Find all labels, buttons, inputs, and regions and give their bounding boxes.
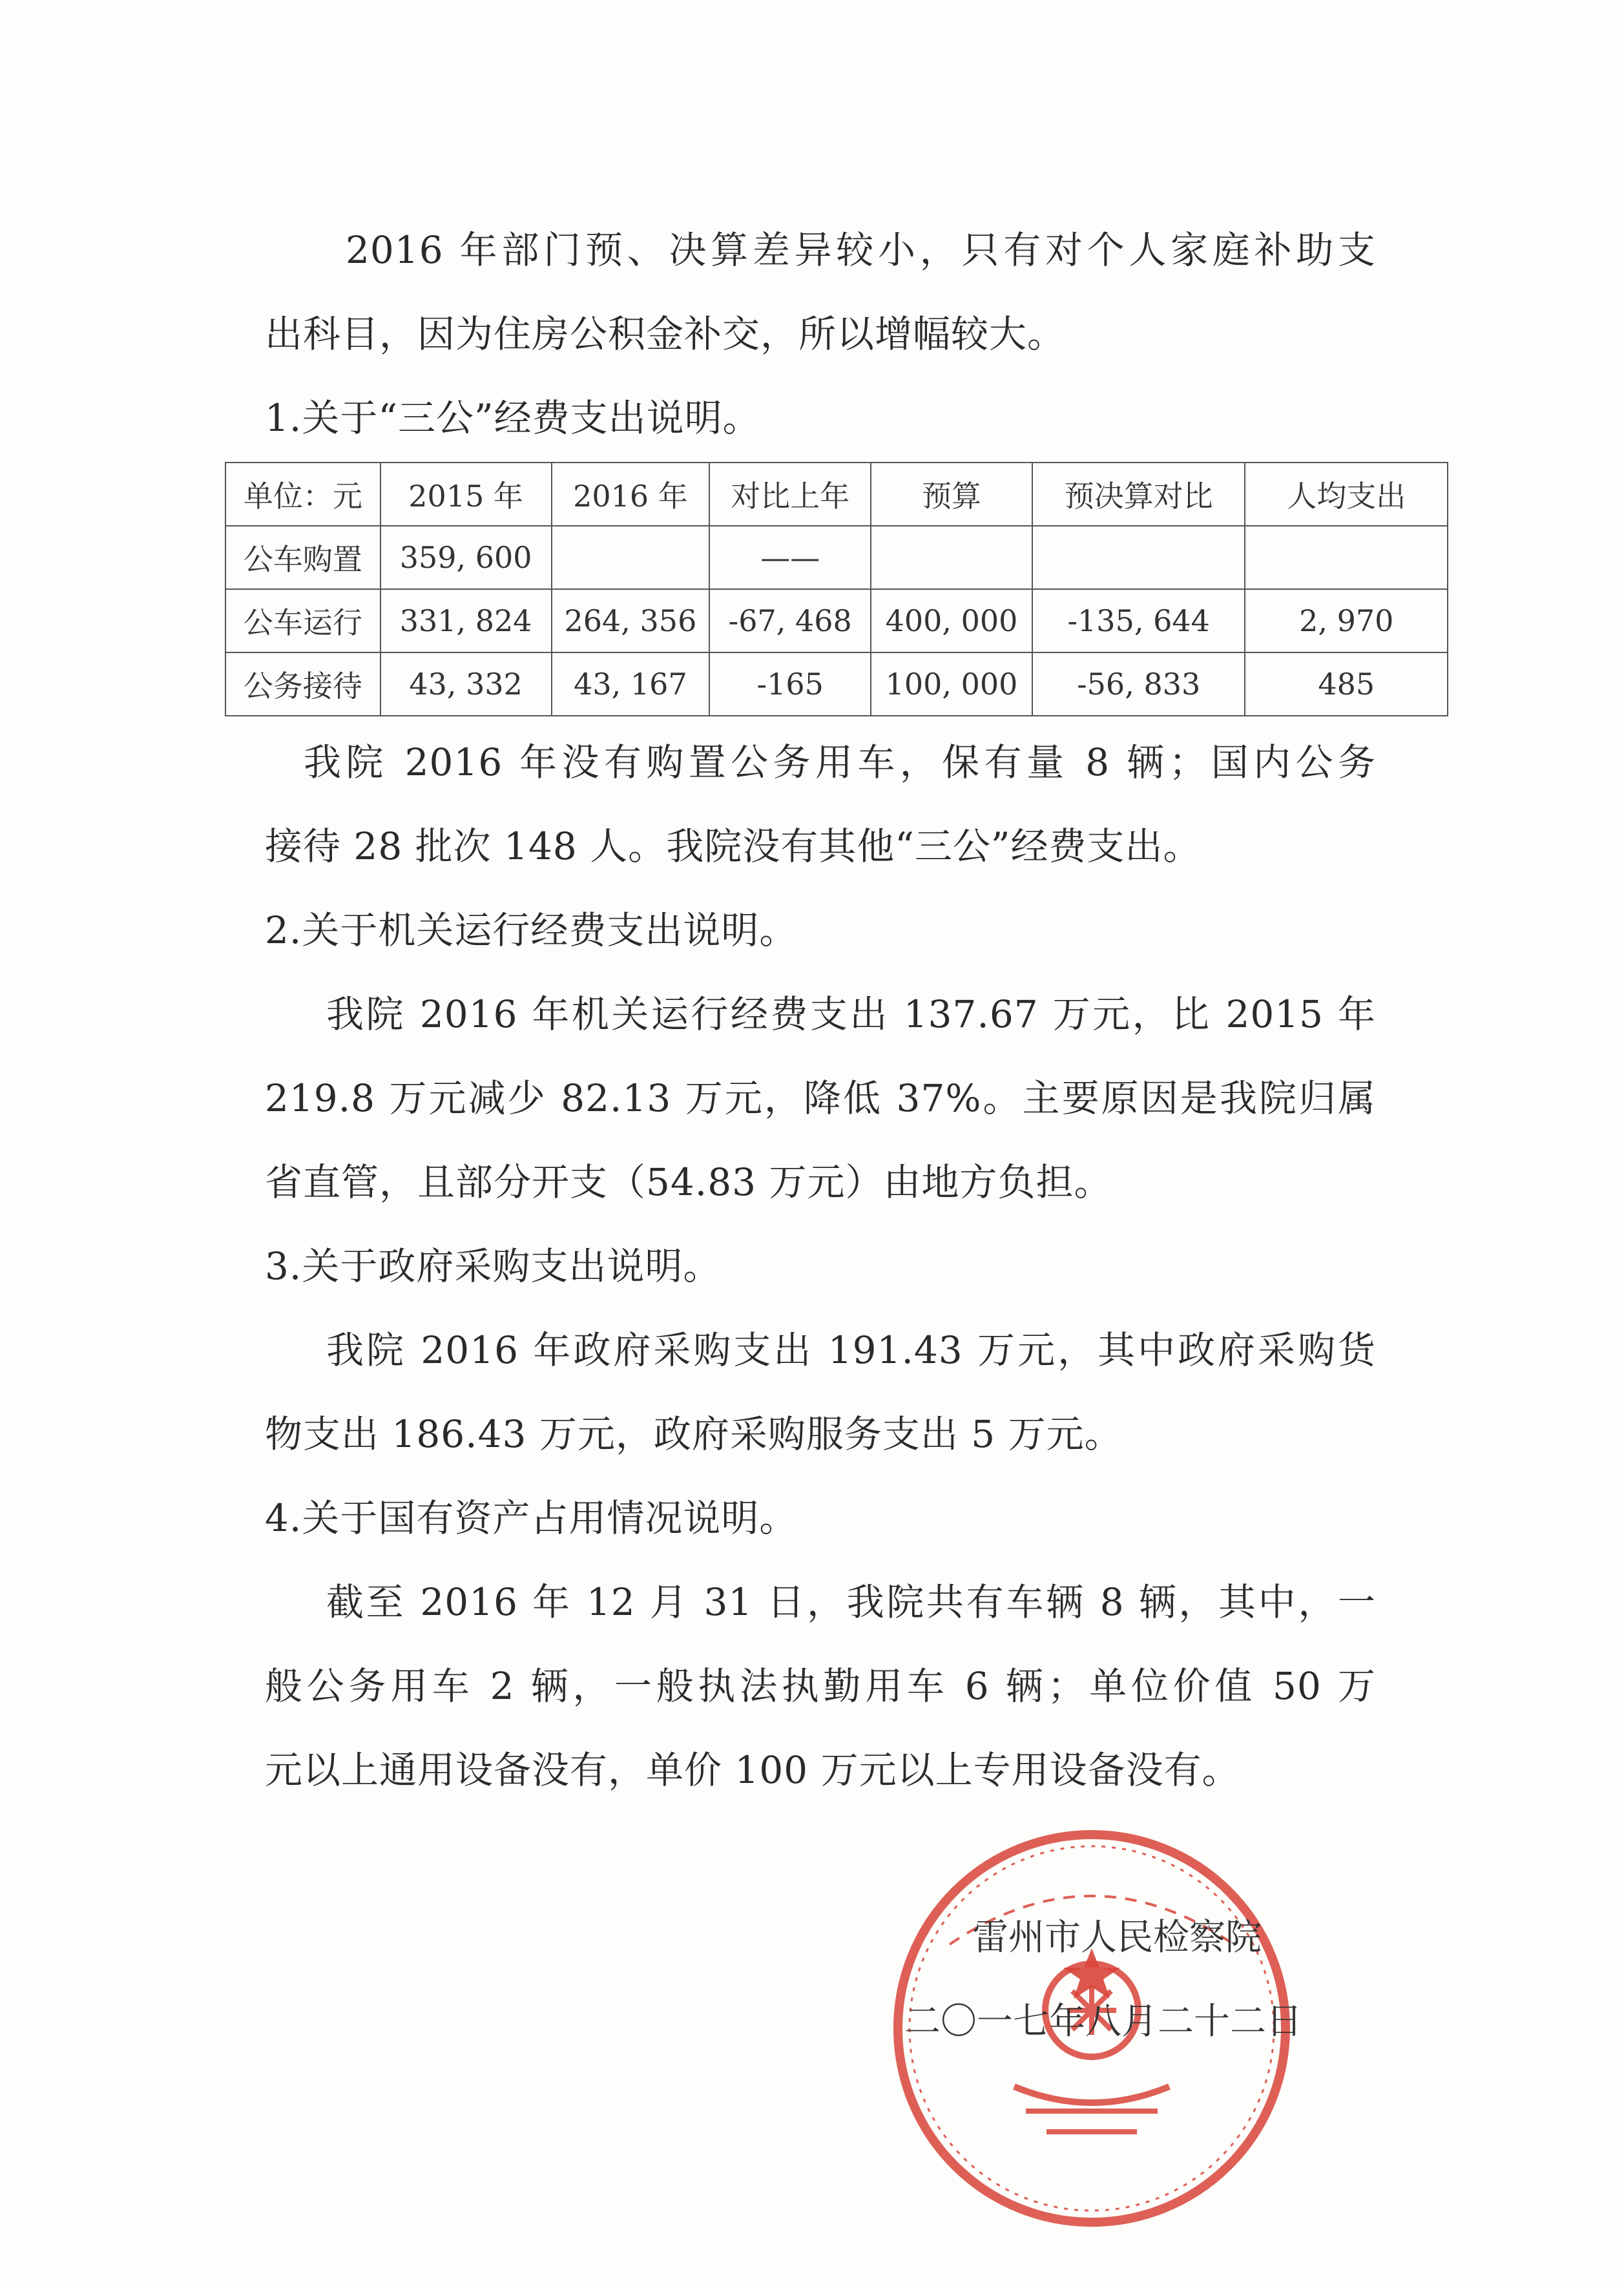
section-heading-4: 4.关于国有资产占用情况说明。 <box>265 1496 798 1540</box>
paragraph-4-line-1: 我院 2016 年政府采购支出 191.43 万元，其中政府采购货 <box>326 1328 1376 1372</box>
table-cell: 43, 332 <box>380 652 552 716</box>
paragraph-5-line-3: 元以上通用设备没有，单价 100 万元以上专用设备没有。 <box>265 1748 1240 1792</box>
table-cell: 485 <box>1245 652 1448 716</box>
table-cell <box>871 526 1032 589</box>
table-cell: 264, 356 <box>552 589 710 652</box>
signature-organization: 雷州市人民检察院 <box>972 1917 1262 1959</box>
table-cell: 331, 824 <box>380 589 552 652</box>
table-header-cell: 预算 <box>871 463 1032 526</box>
table-header-cell: 单位：元 <box>225 463 380 526</box>
table-cell: 公务接待 <box>225 652 380 716</box>
table-row <box>225 589 1448 652</box>
table-cell: -56, 833 <box>1032 652 1245 716</box>
paragraph-3-line-3: 省直管，且部分开支（54.83 万元）由地方负担。 <box>265 1160 1112 1204</box>
section-heading-3: 3.关于政府采购支出说明。 <box>265 1244 722 1288</box>
paragraph-2-line-1: 我院 2016 年没有购置公务用车，保有量 8 辆；国内公务 <box>304 740 1376 784</box>
paragraph-1-line-1: 2016 年部门预、决算差异较小，只有对个人家庭补助支 <box>346 228 1376 272</box>
paragraph-4-line-2: 物支出 186.43 万元，政府采购服务支出 5 万元。 <box>265 1412 1123 1456</box>
signature-date: 二〇一七年八月二十二日 <box>904 2001 1302 2043</box>
table-row <box>225 652 1448 716</box>
three-public-expenses-table <box>225 462 1448 716</box>
table-cell: -165 <box>709 652 871 716</box>
section-heading-1: 1.关于“三公”经费支出说明。 <box>265 396 761 440</box>
table-row <box>225 526 1448 589</box>
table-cell: -67, 468 <box>709 589 871 652</box>
paragraph-2-line-2: 接待 28 批次 148 人。我院没有其他“三公”经费支出。 <box>265 824 1202 868</box>
paragraph-1-line-2: 出科目，因为住房公积金补交，所以增幅较大。 <box>265 312 1066 356</box>
table-cell: 400, 000 <box>871 589 1032 652</box>
table-cell: 公车运行 <box>225 589 380 652</box>
table-header-cell: 人均支出 <box>1245 463 1448 526</box>
table-cell <box>1245 526 1448 589</box>
table-cell: —— <box>709 526 871 589</box>
table-cell: 43, 167 <box>552 652 710 716</box>
paragraph-5-line-1: 截至 2016 年 12 月 31 日，我院共有车辆 8 辆，其中，一 <box>326 1580 1376 1624</box>
paragraph-3-line-2: 219.8 万元减少 82.13 万元，降低 37%。主要原因是我院归属 <box>265 1076 1376 1120</box>
table-header-cell: 2016 年 <box>552 463 710 526</box>
paragraph-3-line-1: 我院 2016 年机关运行经费支出 137.67 万元，比 2015 年 <box>326 992 1376 1036</box>
table-header-row <box>225 463 1448 526</box>
section-heading-2: 2.关于机关运行经费支出说明。 <box>265 908 798 952</box>
table-cell: 100, 000 <box>871 652 1032 716</box>
table-cell <box>1032 526 1245 589</box>
table-cell: 公车购置 <box>225 526 380 589</box>
table-header-cell: 对比上年 <box>709 463 871 526</box>
table-cell: 359, 600 <box>380 526 552 589</box>
paragraph-5-line-2: 般公务用车 2 辆，一般执法执勤用车 6 辆；单位价值 50 万 <box>265 1664 1376 1708</box>
table-header-cell: 2015 年 <box>380 463 552 526</box>
table-cell: -135, 644 <box>1032 589 1245 652</box>
table-cell: 2, 970 <box>1245 589 1448 652</box>
table-header-cell: 预决算对比 <box>1032 463 1245 526</box>
table-cell <box>552 526 710 589</box>
